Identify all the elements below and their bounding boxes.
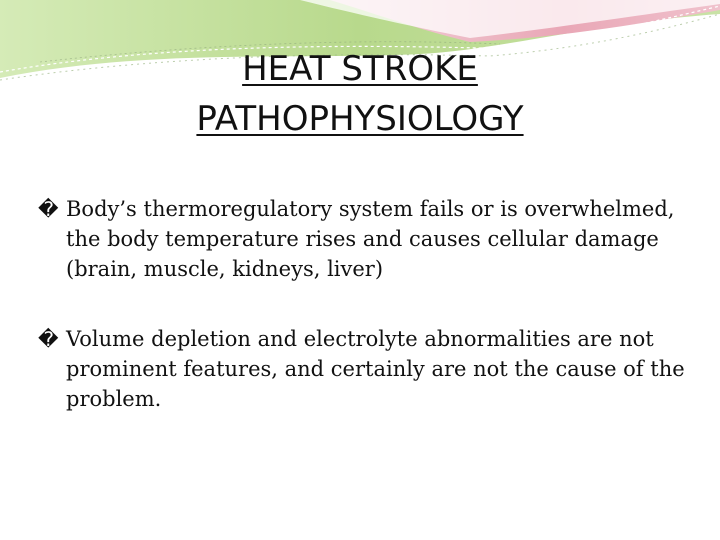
slide-title — [120, 44, 600, 144]
title-line-1: HEAT STROKE — [242, 49, 478, 89]
bullet-marker-icon: � — [38, 327, 59, 351]
bullet-list — [38, 194, 688, 454]
bullet-item-1 — [38, 194, 688, 284]
bullet-item-2 — [38, 324, 688, 414]
title-line-2: PATHOPHYSIOLOGY — [196, 99, 524, 139]
bullet-text: Body’s thermoregulatory system fails or is overwhelmed, the body temperature rises and causes cellular damage (brain, muscle, kidneys, liver) — [66, 197, 675, 281]
bullet-marker-icon: � — [38, 197, 59, 221]
bullet-text: Volume depletion and electrolyte abnormalities are not prominent features, and certainly are not the cause of the problem. — [66, 327, 685, 411]
